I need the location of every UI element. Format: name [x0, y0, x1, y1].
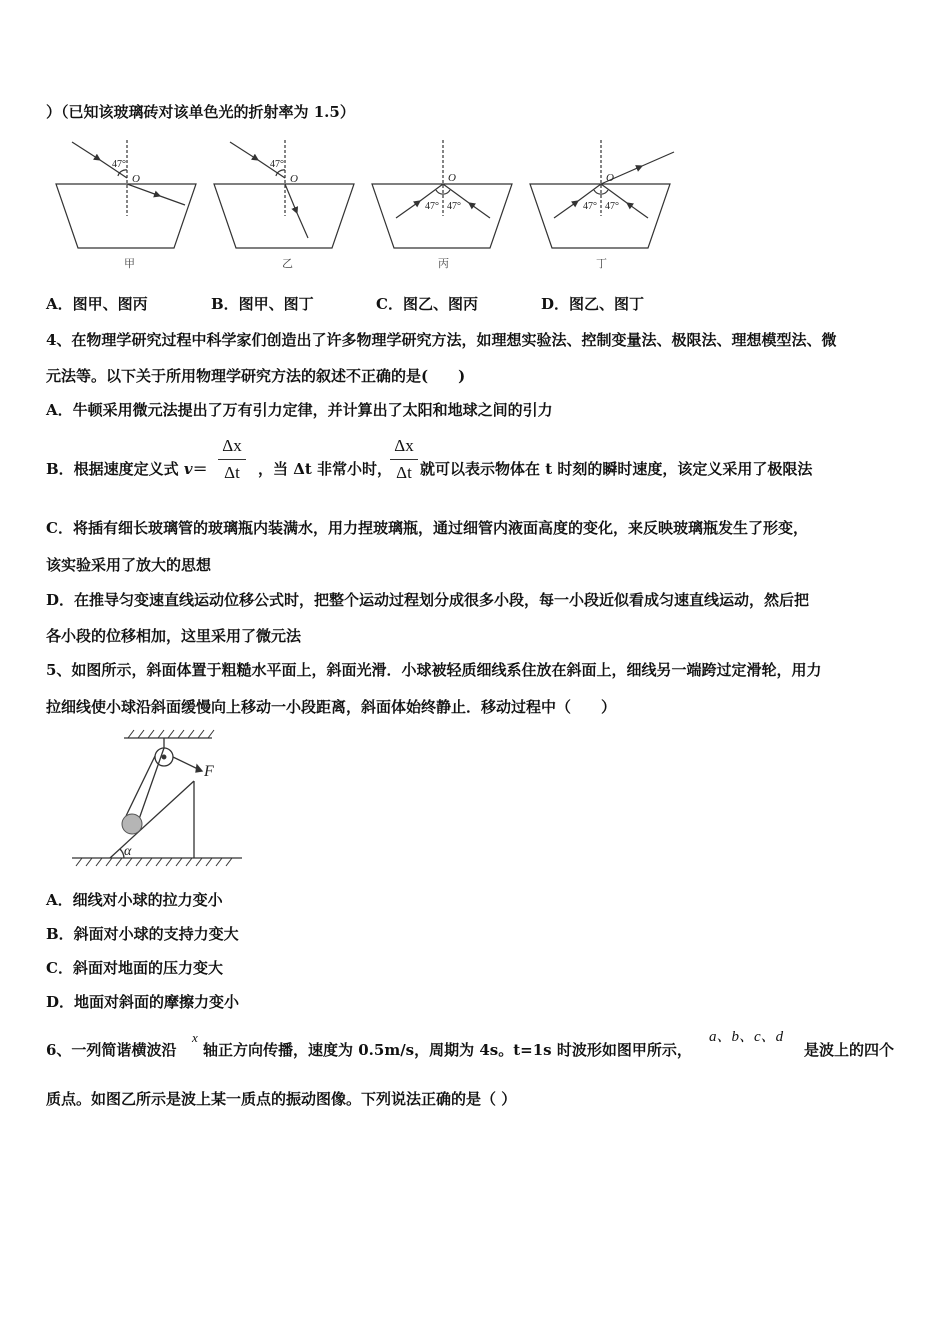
point-label-bing: O	[448, 172, 456, 184]
angle-label-ding-right: 47°	[605, 201, 619, 212]
angle-alpha-label: α	[124, 844, 132, 859]
fraction-denominator: Δt	[224, 463, 240, 482]
q4-option-b-v: v	[183, 460, 193, 478]
angle-label-bing-right: 47°	[447, 201, 461, 212]
point-label-ding: O	[606, 172, 614, 184]
q4-option-b-part3: 就可以表示物体在 t 时刻的瞬时速度，该定义采用了极限法	[420, 460, 813, 478]
q4-option-c-line2: 该实验采用了放大的思想	[46, 556, 212, 574]
q4-option-b-part2: ，当 Δt 非常小时，	[258, 460, 393, 478]
figure-yi	[214, 140, 354, 248]
caption-ding: 丁	[596, 257, 607, 270]
angle-label-ding-left: 47°	[583, 201, 597, 212]
caption-bing: 丙	[438, 257, 449, 270]
velocity-fraction-2	[390, 436, 418, 483]
refraction-figures	[50, 138, 750, 273]
q4-option-b-part1: B．根据速度定义式	[46, 460, 184, 478]
force-label: F	[204, 763, 214, 780]
q4-option-b[interactable]	[46, 459, 208, 479]
q6-stem-part1: 6、一列简谐横波沿	[46, 1041, 177, 1059]
q5-option-c[interactable]: C．斜面对地面的压力变大	[46, 959, 223, 977]
q6-points: a、b、c、d	[709, 1029, 784, 1045]
angle-label-jia: 47°	[112, 159, 126, 170]
incline-pulley-figure	[66, 728, 256, 868]
q3-options	[46, 294, 644, 314]
angle-label-yi: 47°	[270, 159, 284, 170]
angle-label-bing-left: 47°	[425, 201, 439, 212]
fraction-numerator: Δx	[394, 436, 414, 455]
q3-option-d[interactable]: D．图乙、图丁	[541, 295, 645, 313]
q3-option-b[interactable]: B．图甲、图丁	[211, 295, 314, 313]
point-label-yi: O	[290, 173, 298, 185]
velocity-fraction-1	[218, 436, 246, 483]
intro-line: ）（已知该玻璃砖对该单色光的折射率为 1.5）	[46, 103, 355, 121]
q5-option-d[interactable]: D．地面对斜面的摩擦力变小	[46, 993, 240, 1011]
q4-option-b-eq: ＝	[192, 460, 208, 478]
caption-jia: 甲	[124, 257, 135, 270]
fraction-denominator: Δt	[396, 463, 412, 482]
q3-option-c[interactable]: C．图乙、图丙	[376, 295, 478, 313]
fraction-numerator: Δx	[222, 436, 242, 455]
q5-stem-line2: 拉细线使小球沿斜面缓慢向上移动一小段距离，斜面体始终静止．移动过程中（ ）	[46, 698, 617, 716]
q4-option-d-line1[interactable]: D．在推导匀变速直线运动位移公式时，把整个运动过程划分成很多小段，每一小段近似看成匀速直线运动，然后把	[46, 591, 810, 609]
caption-yi: 乙	[282, 257, 293, 270]
q5-option-b[interactable]: B．斜面对小球的支持力变大	[46, 925, 239, 943]
q4-option-c-line1[interactable]: C．将插有细长玻璃管的玻璃瓶内装满水，用力捏玻璃瓶，通过细管内液面高度的变化，来反映玻璃瓶发生了形变，	[46, 519, 808, 537]
q6-stem-part2: 轴正方向传播，速度为 0.5m/s，周期为 4s。t=1s 时波形如图甲所示，	[203, 1041, 692, 1059]
q3-option-a[interactable]: A．图甲、图丙	[46, 295, 148, 313]
q6-axis-x: x	[192, 1030, 198, 1045]
q4-option-a[interactable]: A．牛顿采用微元法提出了万有引力定律，并计算出了太阳和地球之间的引力	[46, 401, 553, 419]
q6-stem-part3: 是波上的四个	[804, 1041, 895, 1059]
q4-stem-line1: 4、在物理学研究过程中科学家们创造出了许多物理学研究方法，如理想实验法、控制变量法、极限法、理想模型法、微	[46, 331, 837, 349]
q4-option-d-line2: 各小段的位移相加，这里采用了微元法	[46, 627, 302, 645]
figure-ding	[530, 140, 674, 248]
q5-option-a[interactable]: A．细线对小球的拉力变小	[46, 891, 223, 909]
q5-stem-line1: 5、如图所示，斜面体置于粗糙水平面上，斜面光滑．小球被轻质细线系住放在斜面上，细线另一端跨过定滑轮，用力	[46, 661, 822, 679]
q6-stem-line2: 质点。如图乙所示是波上某一质点的振动图像。下列说法正确的是（ ）	[46, 1090, 517, 1108]
figure-bing	[372, 140, 512, 248]
point-label-jia: O	[132, 173, 140, 185]
figure-jia	[56, 140, 196, 248]
q4-stem-line2: 元法等。以下关于所用物理学研究方法的叙述不正确的是( )	[46, 367, 466, 385]
